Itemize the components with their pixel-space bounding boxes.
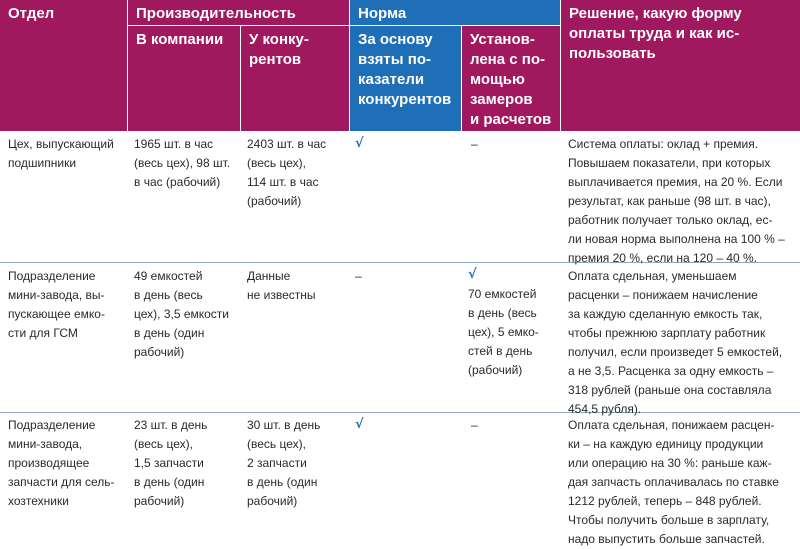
header-norm-label: Норма — [358, 5, 407, 22]
row1-norm-measured-dash: – — [471, 137, 478, 151]
row2-competitors: Данные не известны — [247, 269, 316, 302]
header-in-company — [128, 26, 240, 131]
row3-decision: Оплата сдельная, понижаем расцен- ки – на каждую единицу продукции или операцию на 30 %: раньше каж- дая запчасть оплачивалась по ставке 1212 рублей, теперь – 848 рублей. Чтобы получить больше в зарплату, надо выпустить больше запчастей. — [568, 418, 779, 546]
row2-decision: Оплата сдельная, уменьшаем расценки – понижаем начисление за каждую сделанную емкость так, чтобы прежнюю зарплату работник получил, если произведет 5 емкостей, а не 3,5. Расценка за одну емкость – 318 рублей (раньше она составляла 454,5 рубля). — [568, 269, 783, 416]
header-productivity-label: Производительность — [136, 5, 296, 22]
row3-competitors: 30 шт. в день (весь цех), 2 запчасти в день (один рабочий) — [247, 418, 321, 508]
row3-department: Подразделение мини-завода, производящее запчасти для сель- хозтехники — [8, 418, 115, 508]
header-competitors — [241, 26, 349, 131]
header-department — [0, 0, 127, 131]
header-competitors-label: У конку- рентов — [249, 31, 309, 68]
row1-competitors: 2403 шт. в час (весь цех), 114 шт. в час (рабочий) — [247, 137, 327, 208]
row3-norm-competitors-check-icon: √ — [355, 417, 364, 432]
row1-decision: Система оплаты: оклад + премия. Повышаем показатели, при которых выплачивается премия, на 20 %. Если результат, как раньше (98 шт. в час), работник получает только оклад, ес- ли новая норма выполнена на 100 % – премия 20 %, если на 120 – 40 %. — [568, 137, 785, 265]
header-productivity — [128, 0, 349, 25]
row2-norm-measured-check-icon: √ — [468, 267, 477, 282]
header-norm — [350, 0, 560, 25]
row2-in-company: 49 емкостей в день (весь цех), 3,5 емкости в день (один рабочий) — [134, 269, 230, 359]
header-in-company-label: В компании — [136, 31, 224, 48]
header-norm-competitors — [350, 26, 461, 131]
row3-norm-measured-dash: – — [471, 418, 478, 432]
header-department-label: Отдел — [8, 5, 55, 22]
header-norm-measured-label: Установ- лена с по- мощью замеров и расчетов — [470, 31, 552, 128]
header-norm-competitors-label: За основу взяты по- казатели конкурентов — [358, 31, 452, 108]
header-decision-label: Решение, какую форму оплаты труда и как ис- пользовать — [569, 5, 742, 62]
row3-in-company: 23 шт. в день (весь цех), 1,5 запчасти в день (один рабочий) — [134, 418, 208, 508]
header-decision — [561, 0, 800, 131]
row1-department: Цех, выпускающий подшипники — [8, 137, 114, 170]
row2-norm-competitors-dash: – — [355, 269, 362, 283]
header-norm-measured — [462, 26, 560, 131]
row1-norm-competitors-check-icon: √ — [355, 136, 364, 151]
row2-norm-measured: 70 емкостей в день (весь цех), 5 емко- стей в день (рабочий) — [468, 287, 539, 377]
row2-department: Подразделение мини-завода, вы- пускающее емко- сти для ГСМ — [8, 269, 105, 340]
row1-in-company: 1965 шт. в час (весь цех), 98 шт. в час (рабочий) — [134, 137, 231, 189]
